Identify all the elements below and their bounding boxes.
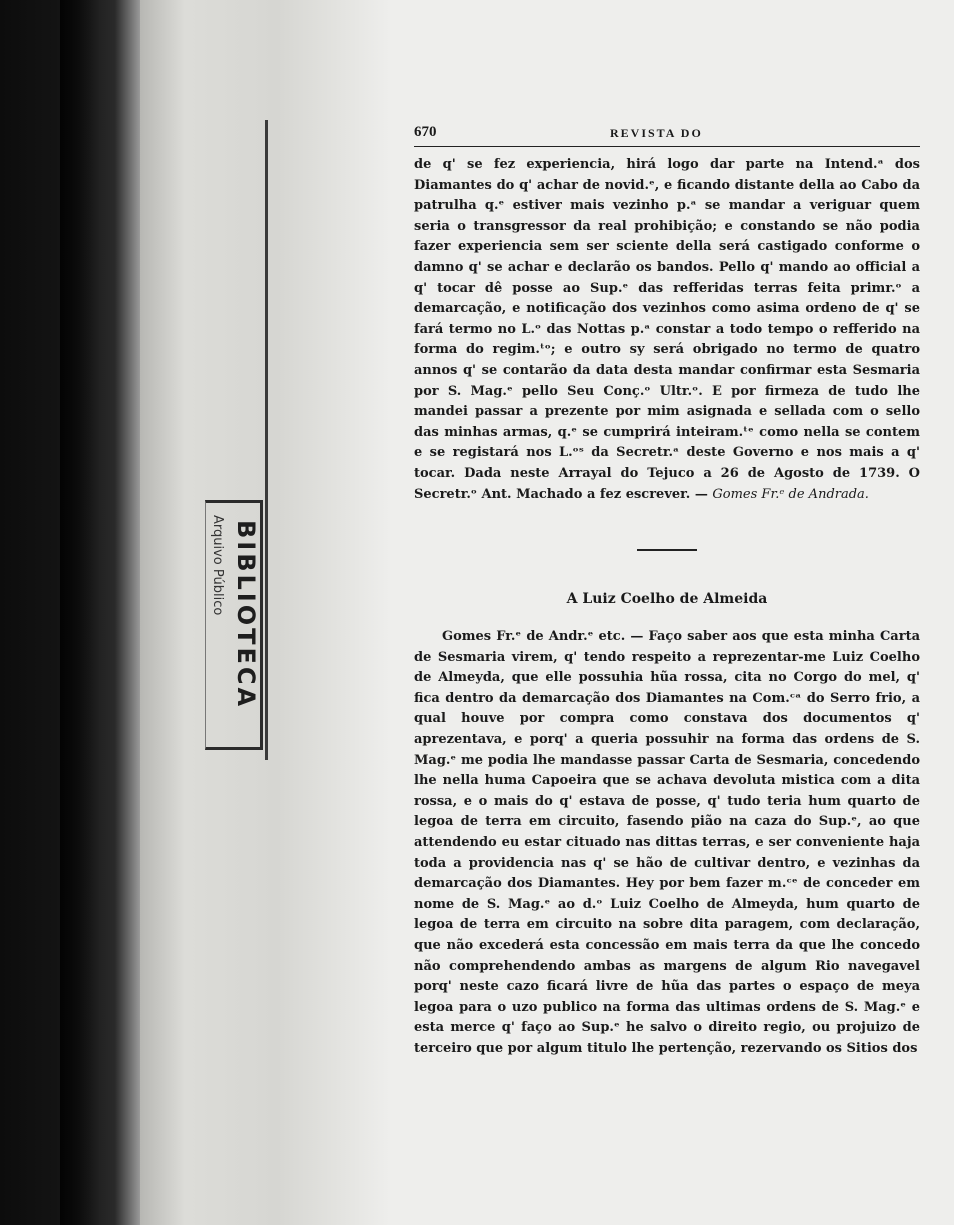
stamp-main-text: BIBLIOTECA xyxy=(232,520,260,710)
paragraph-continuation-text: de q' se fez experiencia, hirá logo dar parte na Intend.ᵃ dos Diamantes do q' achar de novid.ᵉ, e ficando distante della ao Cabo da patrulha q.ᵉ estiver mais vezinho p.ᵃ se mandar a veriguar quem seria o transgressor da real prohibição; e constando se não podia fazer experiencia sem ser sciente della será castigado conforme o damno q' se achar e declarão os bandos. Pello q' mando ao official a q' tocar dê posse ao Sup.ᵉ das refferidas terras feita primr.ᵒ a demarcação, e notificação dos vezinhos como asima ordeno de q' se fará termo no L.ᵒ das Nottas p.ᵃ constar a todo tempo o refferido na forma do regim.ᵗᵒ; e outro sy será obrigado no termo de quatro annos q' se contarão da data desta mandar confirmar esta Sesmaria por S. Mag.ᵉ pello Seu Conç.ᵒ Ultr.ᵒ. E por firmeza de tudo lhe mandei passar a prezente por mim asignada e sellada com o sello das minhas armas, q.ᵉ se cumprirá inteiram.ᵗᵉ como nella se contem e se registará nos L.ᵒˢ da Secretr.ᵃ deste Governo e nos mais a q' tocar. Dada neste Arrayal do Tejuco a 26 de Agosto de 1739. O Secretr.ᵒ Ant. Machado a fez escrever. — xyxy=(414,157,920,502)
section-title: A Luiz Coelho de Almeida xyxy=(566,591,768,608)
stamp-sub-text: Arquivo Público xyxy=(210,515,225,616)
paragraph-letter: Gomes Fr.ᵉ de Andr.ᵉ etc. — Faço saber aos que esta minha Carta de Sesmaria virem, q' tendo respeito a reprezentar-me Luiz Coelho de Almeyda, que elle possuhia hũa rossa, cita no Corgo do mel, q' fica dentro da demarcação dos Diamantes na Com.ᶜᵃ do Serro frio, a qual houve por compra como constava dos documentos q' aprezentava, e porq' a queria possuhir na forma das ordens de S. Mag.ᵉ me podia lhe mandasse passar Carta de Sesmaria, concedendo lhe nella huma Capoeira que se achava devoluta mistica com a dita rossa, e o mais do q' estava de posse, q' tudo teria hum quarto de legoa de terra em circuito, fasendo pião na caza do Sup.ᵉ, ao que attendendo eu estar cituado nas dittas terras, e ser conveniente haja toda a providencia nas q' se hão de cultivar dentro, e vezinhas da demarcação dos Diamantes. Hey por bem fazer m.ᶜᵉ de conceder em nome de S. Mag.ᵉ ao d.ᵒ Luiz Coelho de Almeyda, hum quarto de legoa de terra em circuito na sobre dita paragem, com declaração, que não excederá esta concessão em mais terra da que lhe concedo não comprehendendo ambas as margens de algum Rio navegavel porq' neste cazo ficará livre de hũa das partes o espaço de meya legoa para o uzo publico na forma das ultimas ordens de S. Mag.ᵉ e esta merce q' faço ao Sup.ᵉ he salvo o direito regio, ou projuizo de terceiro que por algum titulo lhe pertenção, rezervando os Sitios dos xyxy=(414,629,920,1056)
binding-line xyxy=(265,120,268,760)
section-divider xyxy=(637,549,697,551)
page-header xyxy=(414,118,920,147)
signature: Gomes Fr.ᵉ de Andrada. xyxy=(712,486,869,502)
spine-shadow xyxy=(60,0,100,1225)
book-page xyxy=(414,118,920,1060)
paragraph-continuation xyxy=(414,155,920,505)
running-title: REVISTA DO xyxy=(610,126,703,140)
page-number: 670 xyxy=(414,124,437,140)
